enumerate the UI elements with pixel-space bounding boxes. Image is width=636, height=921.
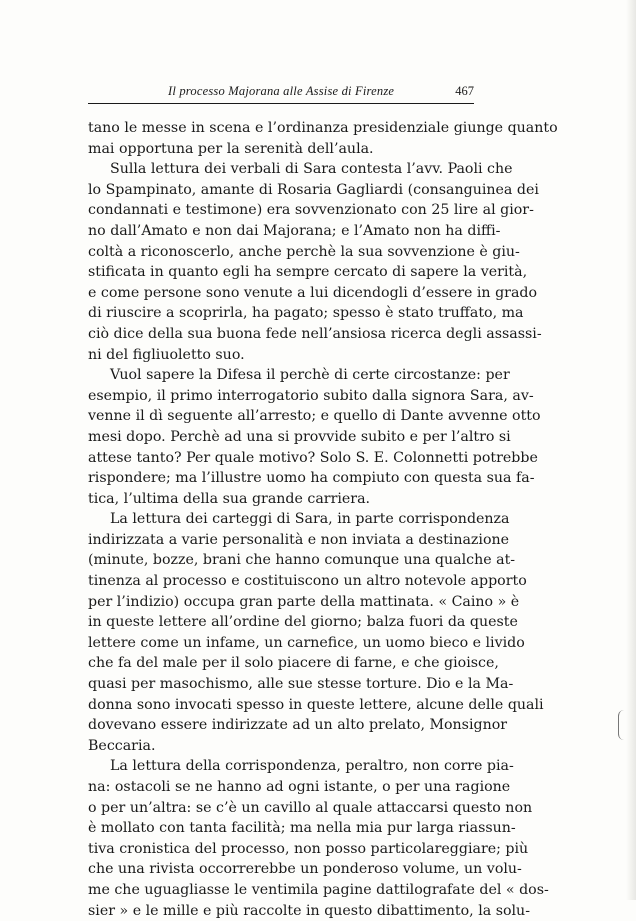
text-line: na: ostacoli se ne hanno ad ogni istante, o per una ragione [88, 779, 511, 795]
running-header [88, 84, 474, 100]
text-line: di riuscire a scoprirla, ha pagato; spesso è stato truffato, ma [88, 305, 524, 322]
text-line: donna sono invocati spesso in queste lettere, alcune delle quali [88, 696, 544, 713]
text-line: è mollato con tanta facilità; ma nella mia pur larga riassun- [88, 820, 516, 837]
text-line: rispondere; ma l’illustre uomo ha compiuto con questa sua fa- [88, 470, 535, 487]
text-line: ni del figliuoletto suo. [88, 346, 245, 363]
header-rule [88, 103, 474, 104]
text-line: tiva cronistica del processo, non posso particolareggiare; più [88, 840, 529, 857]
text-line: che fa del male per il solo piacere di farne, e che gioisce, [88, 655, 499, 672]
text-line: mesi dopo. Perchè ad una si provvide subito e per l’altro si [88, 428, 511, 445]
text-line: tica, l’ultima della sua grande carriera. [88, 490, 371, 507]
page-edge-shadow [626, 0, 636, 900]
text-line: tano le messe in scena e l’ordinanza presidenziale giunge quanto [88, 120, 558, 136]
text-line: e come persone sono venute a lui dicendogli d’essere in grado [88, 284, 538, 301]
text-line: me che uguagliasse le ventimila pagine dattilografate del « dos- [88, 881, 549, 898]
text-line: condannati e testimone) era sovvenzionato con 25 lire al gior- [88, 202, 534, 219]
running-title: Il processo Majorana alle Assise di Firenze [168, 84, 395, 98]
text-line: quasi per masochismo, alle sue stesse torture. Dio e la Ma- [88, 676, 514, 693]
text-line: (minute, bozze, brani che hanno comunque una qualche at- [88, 552, 516, 569]
text-line: La lettura della corrispondenza, peraltro, non corre pia- [110, 758, 514, 775]
text-line: coltà a riconoscerlo, anche perchè la sua sovvenzione è giu- [88, 243, 520, 260]
text-line: indirizzata a varie personalità e non inviata a destinazione [88, 531, 510, 548]
text-line: esempio, il primo interrogatorio subito dalla signora Sara, av- [88, 387, 534, 404]
text-line: tinenza al processo e costituiscono un altro notevole apporto [88, 573, 527, 590]
text-line: La lettura dei carteggi di Sara, in parte corrispondenza [110, 511, 510, 528]
text-line: stificata in quanto egli ha sempre cercato di sapere la verità, [88, 264, 528, 281]
text-line: ciò dice della sua buona fede nell’ansiosa ricerca degli assassi- [88, 325, 542, 342]
text-line: Beccaria. [88, 737, 156, 754]
text-line: Vuol sapere la Difesa il perchè di certe circostanze: per [110, 367, 510, 384]
text-line: che una rivista occorrerebbe un ponderoso volume, un volu- [88, 861, 522, 878]
text-line: o per un’altra: se c’è un cavillo al quale attaccarsi questo non [88, 799, 533, 816]
text-line: venne il dì seguente all’arresto; e quello di Dante avvenne otto [88, 408, 541, 425]
text-line: lettere come un infame, un carnefice, un uomo bieco e livido [88, 634, 525, 651]
text-line: attese tanto? Per quale motivo? Solo S. E. Colonnetti potrebbe [88, 449, 538, 466]
text-line: mai opportuna per la serenità dell’aula. [88, 140, 374, 157]
body-text [88, 118, 558, 921]
text-line: in queste lettere all’ordine del giorno; balza fuori da queste [88, 614, 518, 631]
text-line: no dall’Amato e non dai Majorana; e l’Amato non ha diffi- [88, 222, 501, 239]
page-number: 467 [455, 84, 474, 98]
margin-mark [618, 710, 625, 740]
text-line: per l’indizio) occupa gran parte della mattinata. « Caino » è [88, 593, 520, 610]
text-line: lo Spampinato, amante di Rosaria Gagliardi (consanguinea dei [88, 181, 539, 198]
text-line: dovevano essere indirizzate ad un alto prelato, Monsignor [88, 717, 508, 734]
text-line: sier » e le mille e più raccolte in questo dibattimento, la solu- [88, 902, 530, 919]
text-line: Sulla lettura dei verbali di Sara contesta l’avv. Paoli che [110, 161, 513, 178]
